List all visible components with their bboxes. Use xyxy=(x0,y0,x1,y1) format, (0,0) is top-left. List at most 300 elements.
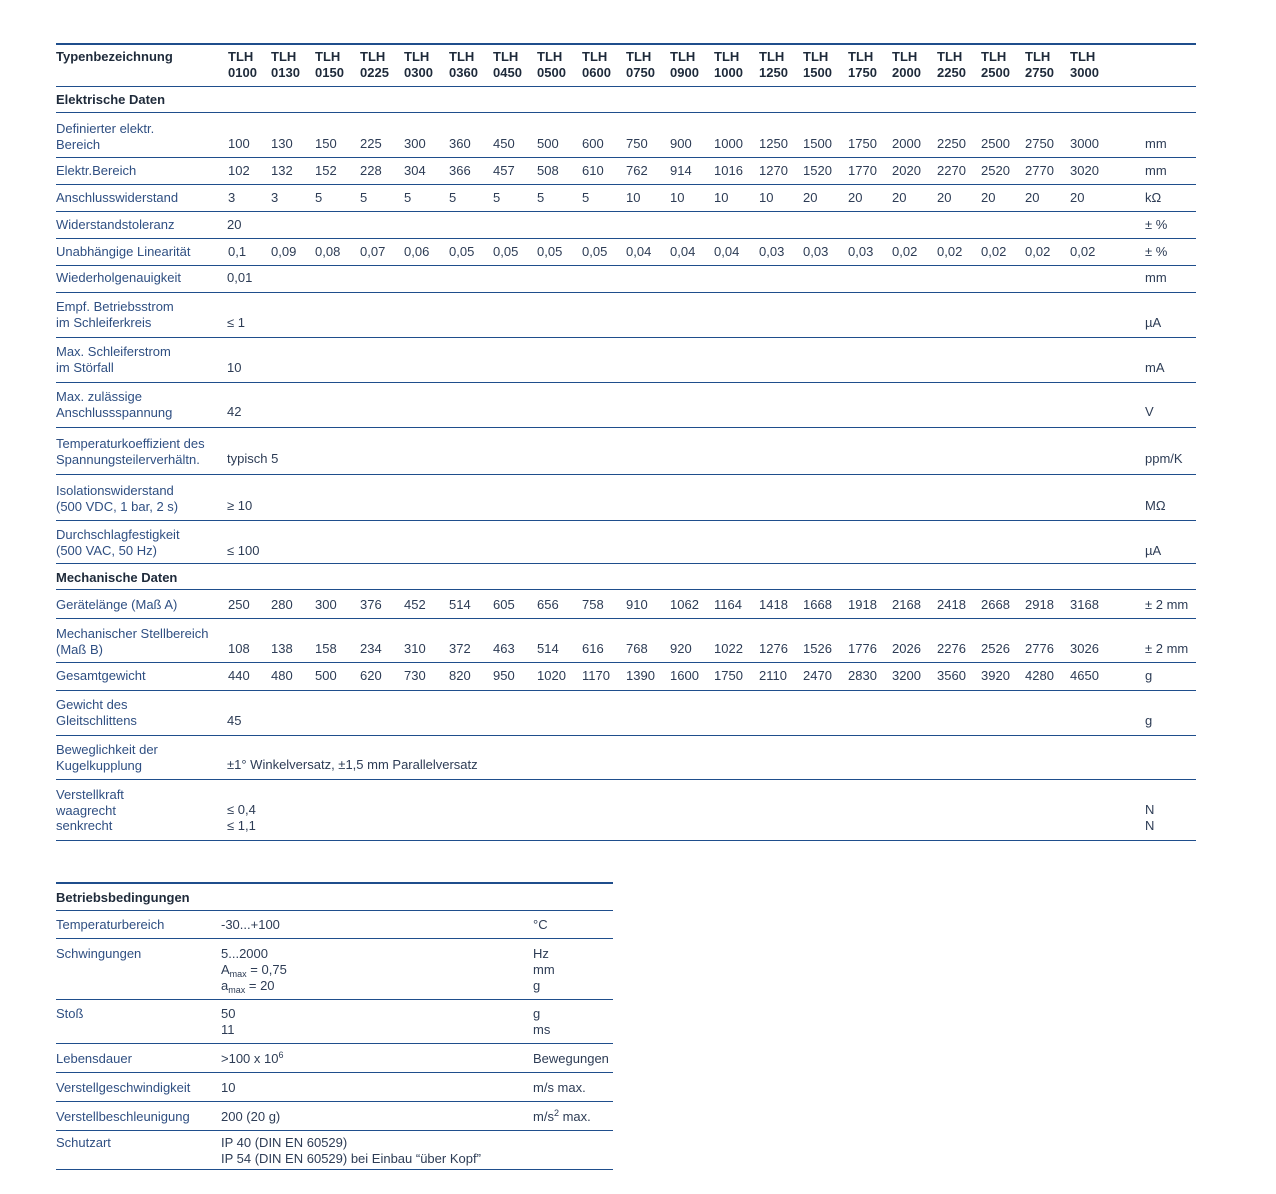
cell-value: 3 xyxy=(228,190,236,205)
row-label: Bereich xyxy=(56,136,101,152)
cell-value: 514 xyxy=(449,597,471,612)
unit-label: g xyxy=(1145,668,1153,683)
cell-value: 304 xyxy=(404,163,426,178)
unit-label: µA xyxy=(1145,543,1162,558)
cell-value: 0,07 xyxy=(360,244,386,259)
cell-value: 2020 xyxy=(892,163,921,178)
shock-unit-2: ms xyxy=(533,1022,551,1037)
cell-value: 0,04 xyxy=(714,244,740,259)
row-label: Kugelkupplung xyxy=(56,757,143,773)
cell-value: 600 xyxy=(582,136,604,151)
unit-label: ± % xyxy=(1145,244,1168,259)
cell-value: 900 xyxy=(670,136,692,151)
vib-freq: 5...2000 xyxy=(221,946,268,961)
row-label: Wiederholgenauigkeit xyxy=(56,270,182,285)
cell-value: 3200 xyxy=(892,668,921,683)
cell-value: 0,02 xyxy=(1070,244,1096,259)
cell-value: 2110 xyxy=(759,668,787,683)
row-label: Empf. Betriebsstrom xyxy=(56,299,174,314)
model-number: 0450 xyxy=(493,65,522,80)
cell-value: 0,01 xyxy=(227,270,253,285)
cell-value: 1000 xyxy=(714,136,743,151)
cell-value: 1250 xyxy=(759,136,788,151)
cell-value: 914 xyxy=(670,163,692,178)
unit-label: ppm/K xyxy=(1145,451,1183,466)
cell-value: 0,05 xyxy=(493,244,519,259)
unit-label: ± 2 mm xyxy=(1145,597,1189,612)
cell-value: 10 xyxy=(626,190,641,205)
table-rule xyxy=(56,779,1196,780)
cell-value: ≥ 10 xyxy=(227,498,253,513)
cell-value: 610 xyxy=(582,163,604,178)
cell-value: 20 xyxy=(1025,190,1040,205)
temp-value: -30...+100 xyxy=(221,917,280,932)
vib-acceleration: $a_{max} = 20$ xyxy=(221,978,275,995)
table-rule xyxy=(56,882,613,884)
row-label: Verstellkraft xyxy=(56,787,124,802)
cell-value: 42 xyxy=(227,404,242,419)
speed-label: Verstellgeschwindigkeit xyxy=(56,1080,191,1095)
model-prefix: TLH xyxy=(271,49,297,64)
cell-value: 3026 xyxy=(1070,641,1099,656)
cell-value: 758 xyxy=(582,597,604,612)
cell-value: 457 xyxy=(493,163,515,178)
shock-value-1: 50 xyxy=(221,1006,236,1021)
table-rule xyxy=(56,112,1196,113)
cell-value: 440 xyxy=(228,668,250,683)
model-prefix: TLH xyxy=(1025,49,1051,64)
model-prefix: TLH xyxy=(626,49,652,64)
table-rule xyxy=(56,238,1196,239)
cell-value: 452 xyxy=(404,597,426,612)
row-label: (Maß B) xyxy=(56,641,103,657)
cell-value: 0,09 xyxy=(271,244,297,259)
cell-value: 2776 xyxy=(1025,641,1054,656)
table-rule xyxy=(56,337,1196,338)
unit-label: ± % xyxy=(1145,217,1168,232)
model-number: 2500 xyxy=(981,65,1010,80)
cell-value: 2000 xyxy=(892,136,921,151)
cell-value: 234 xyxy=(360,641,382,656)
cell-value: 0,02 xyxy=(937,244,963,259)
table-rule xyxy=(56,292,1196,293)
row-label: Gerätelänge (Maß A) xyxy=(56,597,178,612)
model-number: 0300 xyxy=(404,65,433,80)
table-rule xyxy=(56,1101,613,1102)
cell-value: 1170 xyxy=(582,668,610,683)
cell-value: 1526 xyxy=(803,641,832,656)
cell-value: 0,04 xyxy=(670,244,696,259)
table-rule xyxy=(56,211,1196,212)
cell-value: 730 xyxy=(404,668,426,683)
model-prefix: TLH xyxy=(981,49,1007,64)
cell-value: 1750 xyxy=(848,136,877,151)
unit-label: ± 2 mm xyxy=(1145,641,1189,656)
cell-value: 5 xyxy=(404,190,412,205)
table-rule xyxy=(56,43,1196,45)
model-number: 1250 xyxy=(759,65,788,80)
row-label: Isolationswiderstand xyxy=(56,483,174,498)
cell-value: 20 xyxy=(981,190,996,205)
cell-value: 1164 xyxy=(714,597,742,612)
vib-amplitude: $A_{max} = 0,75$ xyxy=(221,962,287,979)
row-label: Max. Schleiferstrom xyxy=(56,344,171,359)
cell-value: 20 xyxy=(937,190,952,205)
cell-value: 1770 xyxy=(848,163,877,178)
table-rule xyxy=(56,157,1196,158)
model-prefix: TLH xyxy=(759,49,785,64)
cell-value: 450 xyxy=(493,136,515,151)
cell-value: 2026 xyxy=(892,641,921,656)
model-number: 0130 xyxy=(271,65,300,80)
model-prefix: TLH xyxy=(537,49,563,64)
shock-value-2: 11 xyxy=(221,1022,235,1037)
row-label: Widerstandstoleranz xyxy=(56,217,175,232)
cell-value: 1062 xyxy=(670,597,699,612)
row-label: im Störfall xyxy=(56,359,114,375)
row-label: senkrecht xyxy=(56,818,113,833)
model-prefix: TLH xyxy=(449,49,475,64)
cell-value: 0,02 xyxy=(1025,244,1051,259)
unit-label: MΩ xyxy=(1145,498,1166,513)
unit-label: kΩ xyxy=(1145,190,1162,205)
cell-value: 656 xyxy=(537,597,559,612)
table-rule xyxy=(56,662,1196,663)
table-rule xyxy=(56,520,1196,521)
model-number: 0750 xyxy=(626,65,655,80)
cell-value: 1390 xyxy=(626,668,655,683)
cell-value: 108 xyxy=(228,641,250,656)
cell-value: ±1° Winkelversatz, ±1,5 mm Parallelversatz xyxy=(227,757,478,772)
table-rule xyxy=(56,265,1196,266)
cell-value: 20 xyxy=(227,217,242,232)
cell-value: ≤ 100 xyxy=(227,543,260,558)
row-label: Mechanischer Stellbereich xyxy=(56,626,209,641)
cell-value: 20 xyxy=(848,190,863,205)
table-rule xyxy=(56,563,1196,564)
cell-value: 3168 xyxy=(1070,597,1099,612)
cell-value: 150 xyxy=(315,136,337,151)
model-number: 1750 xyxy=(848,65,877,80)
cell-value: 250 xyxy=(228,597,250,612)
cell-value: 372 xyxy=(449,641,471,656)
cell-value: 280 xyxy=(271,597,293,612)
cell-value: 366 xyxy=(449,163,471,178)
cell-value: 0,06 xyxy=(404,244,430,259)
model-number: 0100 xyxy=(228,65,257,80)
cell-value: 620 xyxy=(360,668,382,683)
cell-value: 5 xyxy=(449,190,457,205)
cell-value: 820 xyxy=(449,668,471,683)
cell-value: 376 xyxy=(360,597,382,612)
cell-value: 2500 xyxy=(981,136,1010,151)
cell-value: 605 xyxy=(493,597,515,612)
table-rule xyxy=(56,938,613,939)
cell-value: 3920 xyxy=(981,668,1010,683)
table-rule xyxy=(56,184,1196,185)
cell-value: 310 xyxy=(404,641,426,656)
model-number: 1500 xyxy=(803,65,832,80)
accel-value: 200 (20 g) xyxy=(221,1109,281,1124)
cell-value: 508 xyxy=(537,163,559,178)
unit-label: g xyxy=(1145,713,1153,728)
cell-value: 768 xyxy=(626,641,648,656)
operating-title: Betriebsbedingungen xyxy=(56,890,190,905)
protection-value-1: IP 40 (DIN EN 60529) xyxy=(221,1135,348,1150)
cell-value: 1776 xyxy=(848,641,877,656)
row-label: (500 VAC, 50 Hz) xyxy=(56,542,157,558)
row-label: (500 VDC, 1 bar, 2 s) xyxy=(56,498,179,514)
model-number: 2000 xyxy=(892,65,921,80)
cell-value: 5 xyxy=(537,190,545,205)
accel-label: Verstellbeschleunigung xyxy=(56,1109,190,1124)
cell-value: typisch 5 xyxy=(227,451,279,466)
life-unit: Bewegungen xyxy=(533,1051,609,1066)
life-value: >100 x $10^6$ xyxy=(221,1050,284,1066)
row-label: Temperaturkoeffizient des xyxy=(56,436,205,451)
cell-value: 300 xyxy=(315,597,337,612)
cell-value: 132 xyxy=(271,163,293,178)
cell-value: 1500 xyxy=(803,136,832,151)
table-rule xyxy=(56,735,1196,736)
cell-value: 300 xyxy=(404,136,426,151)
unit-label: mm xyxy=(1145,270,1167,285)
model-number: 0360 xyxy=(449,65,478,80)
row-label: Durchschlagfestigkeit xyxy=(56,527,180,542)
cell-value: 10 xyxy=(670,190,685,205)
model-prefix: TLH xyxy=(1070,49,1096,64)
model-number: 0900 xyxy=(670,65,699,80)
unit-label: N xyxy=(1145,802,1155,817)
cell-value: 616 xyxy=(582,641,604,656)
row-label: Beweglichkeit der xyxy=(56,742,158,757)
model-number: 2750 xyxy=(1025,65,1054,80)
cell-value: 2470 xyxy=(803,668,832,683)
cell-value: 0,03 xyxy=(803,244,829,259)
table-rule xyxy=(56,382,1196,383)
speed-value: 10 xyxy=(221,1080,236,1095)
cell-value: 2276 xyxy=(937,641,966,656)
cell-value: ≤ 1,1 xyxy=(227,817,256,833)
unit-label: mA xyxy=(1145,360,1165,375)
cell-value: 762 xyxy=(626,163,648,178)
cell-value: 5 xyxy=(315,190,323,205)
cell-value: 138 xyxy=(271,641,293,656)
cell-value: 100 xyxy=(228,136,250,151)
vib-freq-unit: Hz xyxy=(533,946,549,961)
row-label: im Schleiferkreis xyxy=(56,314,152,330)
cell-value: 2270 xyxy=(937,163,966,178)
protection-label: Schutzart xyxy=(56,1135,111,1150)
cell-value: 1022 xyxy=(714,641,743,656)
cell-value: 1750 xyxy=(714,668,743,683)
unit-label: N xyxy=(1145,817,1155,833)
cell-value: 3000 xyxy=(1070,136,1099,151)
model-prefix: TLH xyxy=(493,49,519,64)
table-rule xyxy=(56,910,613,911)
model-number: 2250 xyxy=(937,65,966,80)
cell-value: 20 xyxy=(892,190,907,205)
row-label: Definierter elektr. xyxy=(56,121,155,136)
cell-value: 1020 xyxy=(537,668,566,683)
row-label: Gesamtgewicht xyxy=(56,668,146,683)
cell-value: 10 xyxy=(759,190,774,205)
speed-unit: m/s max. xyxy=(533,1080,586,1095)
model-number: 0500 xyxy=(537,65,566,80)
table-rule xyxy=(56,86,1196,87)
cell-value: 2418 xyxy=(937,597,966,612)
cell-value: 0,04 xyxy=(626,244,652,259)
cell-value: 0,05 xyxy=(582,244,608,259)
cell-value: 2750 xyxy=(1025,136,1054,151)
model-prefix: TLH xyxy=(670,49,696,64)
unit-label: µA xyxy=(1145,315,1162,330)
table-rule xyxy=(56,589,1196,590)
cell-value: 2918 xyxy=(1025,597,1054,612)
row-label: Elektr.Bereich xyxy=(56,163,137,178)
temp-label: Temperaturbereich xyxy=(56,917,165,932)
vib-amplitude-unit: mm xyxy=(533,962,555,977)
model-prefix: TLH xyxy=(714,49,740,64)
cell-value: 225 xyxy=(360,136,382,151)
model-prefix: TLH xyxy=(803,49,829,64)
table-rule xyxy=(56,1130,613,1131)
cell-value: 45 xyxy=(227,713,242,728)
model-prefix: TLH xyxy=(937,49,963,64)
section-mechanical: Mechanische Daten xyxy=(56,570,178,585)
cell-value: 3560 xyxy=(937,668,966,683)
cell-value: 4280 xyxy=(1025,668,1054,683)
row-label: waagrecht xyxy=(56,802,116,818)
row-label: Spannungsteilerverhältn. xyxy=(56,451,200,467)
model-number: 0225 xyxy=(360,65,389,80)
model-prefix: TLH xyxy=(360,49,386,64)
model-prefix: TLH xyxy=(892,49,918,64)
cell-value: 1600 xyxy=(670,668,699,683)
type-header: Typenbezeichnung xyxy=(56,49,173,64)
cell-value: 514 xyxy=(537,641,559,656)
cell-value: 360 xyxy=(449,136,471,151)
model-prefix: TLH xyxy=(582,49,608,64)
cell-value: 20 xyxy=(1070,190,1085,205)
vib-acceleration-unit: g xyxy=(533,978,541,993)
row-label: Anschlusswiderstand xyxy=(56,190,179,205)
cell-value: 1016 xyxy=(714,163,743,178)
cell-value: 500 xyxy=(537,136,559,151)
cell-value: 480 xyxy=(271,668,293,683)
model-number: 0150 xyxy=(315,65,344,80)
model-prefix: TLH xyxy=(228,49,254,64)
life-label: Lebensdauer xyxy=(56,1051,132,1066)
row-label: Unabhängige Linearität xyxy=(56,244,191,259)
cell-value: 0,02 xyxy=(892,244,918,259)
cell-value: 910 xyxy=(626,597,648,612)
cell-value: 152 xyxy=(315,163,337,178)
table-rule xyxy=(56,840,1196,841)
model-number: 1000 xyxy=(714,65,743,80)
temp-unit: °C xyxy=(533,917,548,932)
table-rule xyxy=(56,427,1196,428)
cell-value: 0,05 xyxy=(449,244,475,259)
cell-value: 2830 xyxy=(848,668,877,683)
cell-value: 3 xyxy=(271,190,279,205)
table-rule xyxy=(56,474,1196,475)
vib-label: Schwingungen xyxy=(56,946,142,961)
cell-value: 0,08 xyxy=(315,244,341,259)
cell-value: 2520 xyxy=(981,163,1010,178)
cell-value: 0,05 xyxy=(537,244,563,259)
model-prefix: TLH xyxy=(404,49,430,64)
cell-value: 2770 xyxy=(1025,163,1054,178)
cell-value: 3020 xyxy=(1070,163,1099,178)
cell-value: 5 xyxy=(493,190,501,205)
cell-value: 5 xyxy=(360,190,368,205)
table-rule xyxy=(56,999,613,1000)
protection-value-2: IP 54 (DIN EN 60529) bei Einbau “über Kopf” xyxy=(221,1151,481,1166)
cell-value: 1418 xyxy=(759,597,788,612)
unit-label: mm xyxy=(1145,163,1167,178)
cell-value: 920 xyxy=(670,641,692,656)
unit-label: mm xyxy=(1145,136,1167,151)
cell-value: 0,02 xyxy=(981,244,1007,259)
cell-value: ≤ 0,4 xyxy=(227,802,256,817)
model-number: 0600 xyxy=(582,65,611,80)
cell-value: 10 xyxy=(714,190,729,205)
cell-value: 0,1 xyxy=(228,244,247,259)
cell-value: 2168 xyxy=(892,597,921,612)
shock-label: Stoß xyxy=(56,1006,84,1021)
accel-unit: $m/s^2$ max. xyxy=(533,1108,591,1124)
model-number: 3000 xyxy=(1070,65,1099,80)
cell-value: 0,03 xyxy=(848,244,874,259)
unit-label: V xyxy=(1145,404,1154,419)
row-label: Gewicht des xyxy=(56,697,128,712)
row-label: Gleitschlittens xyxy=(56,712,137,728)
cell-value: 0,03 xyxy=(759,244,785,259)
row-label: Max. zulässige xyxy=(56,389,142,404)
cell-value: 1668 xyxy=(803,597,832,612)
cell-value: ≤ 1 xyxy=(227,315,245,330)
cell-value: 2526 xyxy=(981,641,1010,656)
cell-value: 463 xyxy=(493,641,515,656)
cell-value: 228 xyxy=(360,163,382,178)
section-electrical: Elektrische Daten xyxy=(56,92,166,107)
table-rule xyxy=(56,618,1196,619)
cell-value: 130 xyxy=(271,136,293,151)
cell-value: 2668 xyxy=(981,597,1010,612)
row-label: Anschlussspannung xyxy=(56,404,173,420)
cell-value: 102 xyxy=(228,163,250,178)
cell-value: 2250 xyxy=(937,136,966,151)
cell-value: 1520 xyxy=(803,163,832,178)
cell-value: 4650 xyxy=(1070,668,1099,683)
cell-value: 950 xyxy=(493,668,515,683)
cell-value: 5 xyxy=(582,190,590,205)
cell-value: 10 xyxy=(227,360,242,375)
cell-value: 1270 xyxy=(759,163,788,178)
model-prefix: TLH xyxy=(315,49,341,64)
table-rule xyxy=(56,1169,613,1170)
shock-unit-1: g xyxy=(533,1006,541,1021)
cell-value: 1918 xyxy=(848,597,877,612)
cell-value: 1276 xyxy=(759,641,788,656)
table-rule xyxy=(56,1072,613,1073)
table-rule xyxy=(56,1043,613,1044)
model-prefix: TLH xyxy=(848,49,874,64)
cell-value: 500 xyxy=(315,668,337,683)
table-rule xyxy=(56,690,1196,691)
cell-value: 158 xyxy=(315,641,337,656)
